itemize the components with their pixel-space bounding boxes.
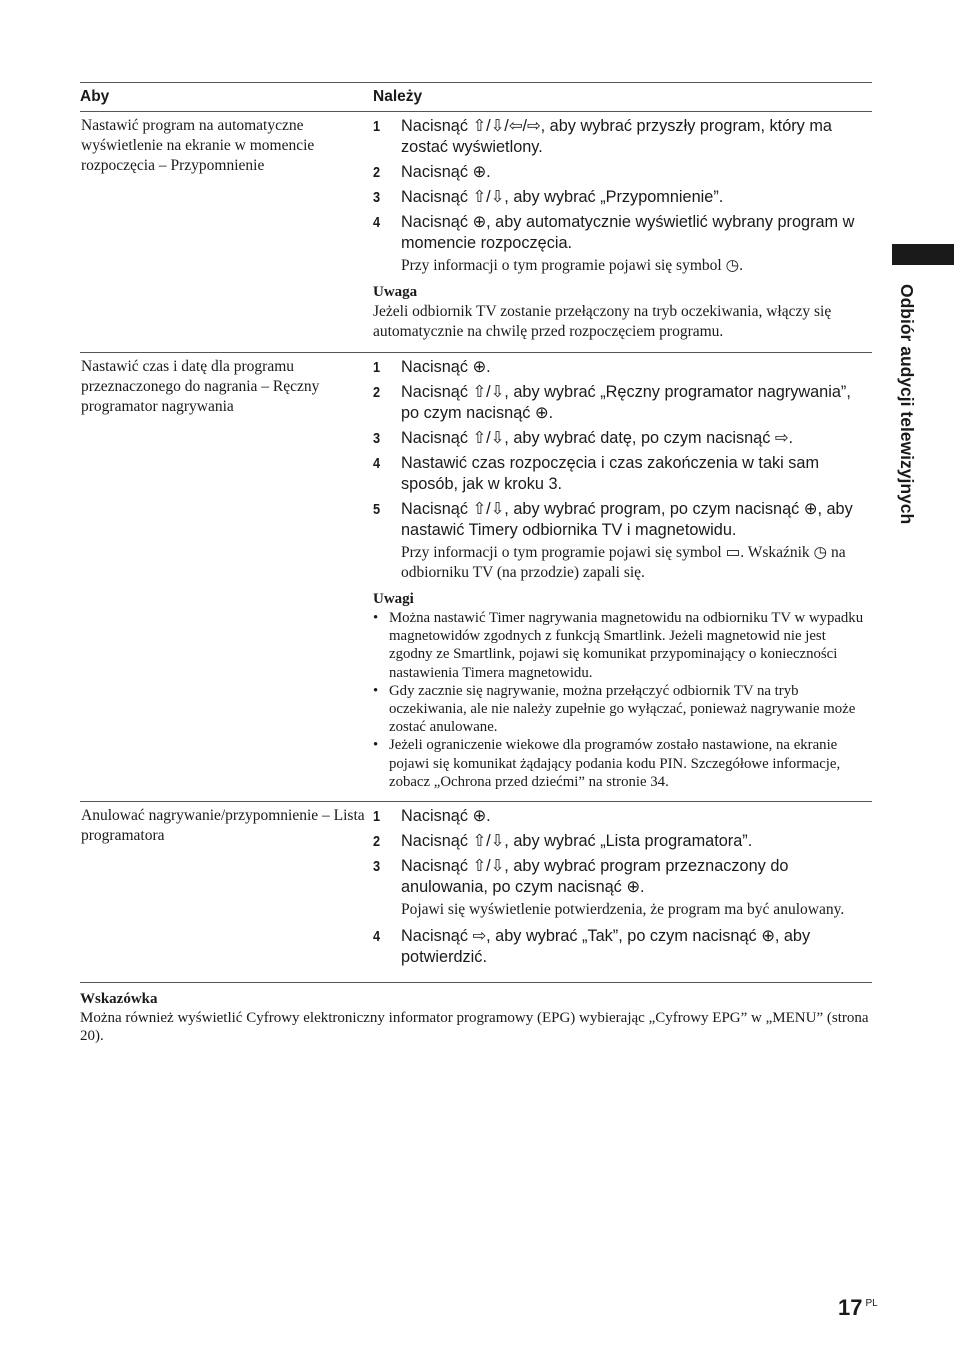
row-steps — [373, 806, 872, 972]
step-number: 2 — [373, 833, 381, 851]
step-item — [373, 428, 872, 449]
step-subnote: Przy informacji o tym programie pojawi się symbol ▭. Wskaźnik ◷ na odbiorniku TV (na przodzie) zapali się. — [401, 544, 846, 581]
step-number: 2 — [373, 164, 381, 181]
list-item: • Gdy zacznie się nagrywanie, można przełączyć odbiornik TV na tryb oczekiwania, ale nie należy zupełnie go wyłączać, ponieważ nagrywanie może zostać anulowane. — [373, 682, 872, 737]
step-text: Nacisnąć ⇧/⇩, aby wybrać „Przypomnienie”. — [401, 188, 724, 206]
step-text: Nacisnąć ⇧/⇩, aby wybrać „Lista programatora”. — [401, 832, 753, 851]
step-item — [373, 499, 872, 541]
step-item — [373, 926, 872, 968]
section-tab-marker — [892, 244, 954, 265]
step-text: Nastawić czas rozpoczęcia i czas zakończenia w taki sam sposób, jak w kroku 3. — [401, 454, 820, 493]
step-text: Nacisnąć ⊕. — [401, 807, 491, 826]
section-tab-label: Odbiór audycji telewizyjnych — [897, 284, 917, 525]
step-item — [373, 187, 872, 208]
row-steps — [373, 357, 872, 791]
step-number: 1 — [373, 118, 381, 135]
note-heading: Uwaga — [373, 284, 418, 300]
page-number — [838, 1295, 878, 1321]
step-number: 3 — [373, 430, 381, 447]
row-purpose: Nastawić czas i datę dla programu przeznaczonego do nagrania – Ręczny programator nagrywania — [81, 358, 320, 415]
step-number: 4 — [373, 455, 381, 472]
list-item: • Jeżeli ograniczenie wiekowe dla programów zostało nastawione, na ekranie pojawi się komunikat żądający podania kodu PIN. Szczegółowe informacje, zobacz „Ochrona przed dziećmi” na stronie 34. — [373, 736, 872, 791]
header-col-nalezy: Należy — [373, 88, 423, 105]
step-text: Nacisnąć ⇧/⇩/⇦/⇨, aby wybrać przyszły program, który ma zostać wyświetlony. — [401, 117, 832, 156]
step-item — [373, 212, 872, 254]
row-steps — [373, 116, 872, 342]
step-text: Nacisnąć ⊕. — [401, 163, 491, 181]
page-number-value: 17 — [838, 1295, 863, 1320]
step-item — [373, 856, 872, 898]
tip-block — [80, 989, 872, 1045]
step-text: Nacisnąć ⇨, aby wybrać „Tak”, po czym nacisnąć ⊕, aby potwierdzić. — [401, 927, 811, 967]
header-col-aby: Aby — [80, 88, 110, 105]
row-purpose: Anulować nagrywanie/przypomnienie – Lista programatora — [81, 807, 365, 845]
table-row — [80, 112, 872, 353]
list-item: • Można nastawić Timer nagrywania magnetowidu na odbiorniku TV w wypadku magnetowidów zgodnych z funkcją Smartlink. Jeżeli magnetowid nie jest zgodny ze Smartlink, pojawi się komunikat przypominający o konieczności nastawienia Timera magnetowidu. — [373, 609, 872, 682]
notes-list — [373, 609, 872, 791]
step-text: Nacisnąć ⇧/⇩, aby wybrać program, po czym nacisnąć ⊕, aby nastawić Timery odbiornika TV i magnetowidu. — [401, 500, 853, 539]
table-row — [80, 353, 872, 802]
tip-text: Można również wyświetlić Cyfrowy elektroniczny informator programowy (EPG) wybierając „Cyfrowy EPG” w „MENU” (strona 20). — [80, 1010, 869, 1044]
step-text: Nacisnąć ⊕, aby automatycznie wyświetlić wybrany program w momencie rozpoczęcia. — [401, 213, 855, 252]
step-text: Nacisnąć ⇧/⇩, aby wybrać program przeznaczony do anulowania, po czym nacisnąć ⊕. — [401, 857, 789, 897]
step-text: Nacisnąć ⇧/⇩, aby wybrać datę, po czym nacisnąć ⇨. — [401, 429, 794, 447]
step-number: 3 — [373, 858, 381, 876]
step-item — [373, 382, 872, 424]
step-item — [373, 116, 872, 158]
step-subnote: Pojawi się wyświetlenie potwierdzenia, że program ma być anulowany. — [401, 901, 845, 919]
step-item — [373, 162, 872, 183]
step-number: 2 — [373, 384, 381, 401]
tip-heading: Wskazówka — [80, 991, 158, 1007]
step-number: 4 — [373, 214, 381, 231]
instruction-table — [80, 82, 872, 983]
notes-heading: Uwagi — [373, 591, 414, 607]
step-text: Nacisnąć ⇧/⇩, aby wybrać „Ręczny programator nagrywania”, po czym nacisnąć ⊕. — [401, 383, 851, 422]
table-header — [80, 82, 872, 112]
step-item — [373, 831, 872, 852]
step-subnote: Przy informacji o tym programie pojawi się symbol ◷. — [401, 257, 743, 274]
step-number: 3 — [373, 189, 381, 206]
step-number: 5 — [373, 501, 381, 518]
step-item — [373, 357, 872, 378]
step-number: 1 — [373, 808, 381, 826]
page-lang: PL — [865, 1298, 878, 1309]
step-item — [373, 453, 872, 495]
step-number: 1 — [373, 359, 381, 376]
note-text: Jeżeli odbiornik TV zostanie przełączony na tryb oczekiwania, włączy się automatycznie na chwilę przed rozpoczęciem programu. — [373, 303, 832, 340]
section-tab — [893, 284, 917, 574]
step-text: Nacisnąć ⊕. — [401, 358, 491, 376]
row-purpose: Nastawić program na automatyczne wyświetlenie na ekranie w momencie rozpoczęcia – Przypomnienie — [81, 117, 315, 174]
step-number: 4 — [373, 928, 381, 946]
step-item — [373, 806, 872, 827]
table-row — [80, 802, 872, 983]
